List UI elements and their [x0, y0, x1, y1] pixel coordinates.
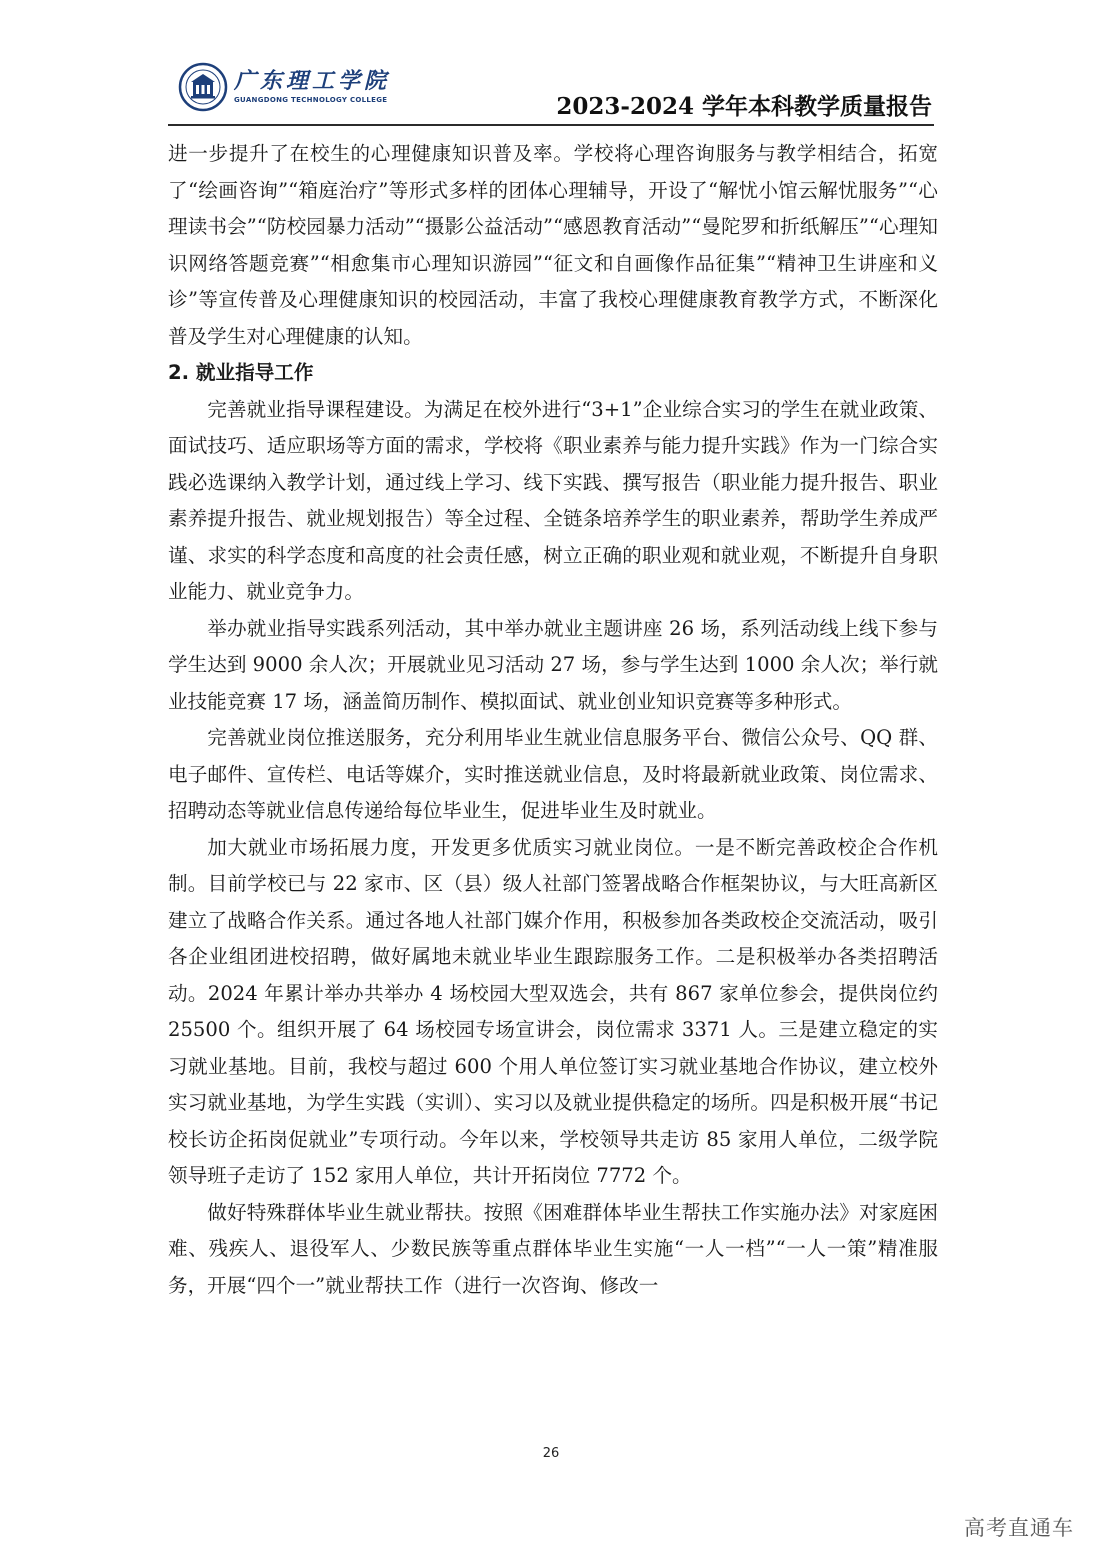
paragraph-market-expansion: 加大就业市场拓展力度，开发更多优质实习就业岗位。一是不断完善政校企合作机制。目前学校已与 22 家市、区（县）级人社部门签署战略合作框架协议，与大旺高新区建立了战略合作关系。通过各地人社部门媒介作用，积极参加各类政校企交流活动，吸引各企业组团进校招聘，做好属地未就业毕业生跟踪服务工作。二是积极举办各类招聘活动。2024 年累计举办共举办 4 场校园大型双选会，共有 867 家单位参会，提供岗位约 25500 个。组织开展了 64 场校园专场宣讲会，岗位需求 3371 人。三是建立稳定的实习就业基地。目前，我校与超过 600 个用人单位签订实习就业基地合作协议，建立校外实习就业基地，为学生实践（实训）、实习以及就业提供稳定的场所。四是积极开展“书记校长访企拓岗促就业”专项行动。今年以来，学校领导共走访 85 家用人单位，二级学院领导班子走访了 152 家用人单位，共计开拓岗位 7772 个。: [168, 835, 938, 1187]
intro-paragraph: 进一步提升了在校生的心理健康知识普及率。学校将心理咨询服务与教学相结合，拓宽了“绘画咨询”“箱庭治疗”等形式多样的团体心理辅导，开设了“解忧小馆云解忧服务”“心理读书会”“防校园暴力活动”“摄影公益活动”“感恩教育活动”“曼陀罗和折纸解压”“心理知识网络答题竞赛”“相愈集市心理知识游园”“征文和自画像作品征集”“精神卫生讲座和义诊”等宣传普及心理健康知识的校园活动，丰富了我校心理健康教育教学方式，不断深化普及学生对心理健康的认知。: [168, 142, 938, 348]
institution-name-cn: 广东理工学院: [234, 69, 391, 94]
watermark-text: 高考直通车: [964, 1516, 1074, 1540]
paragraph-course-construction: 完善就业指导课程建设。为满足在校外进行“3+1”企业综合实习的学生在就业政策、面试技巧、适应职场等方面的需求，学校将《职业素养与能力提升实践》作为一门综合实践必选课纳入教学计划，通过线上学习、线下实践、撰写报告（职业能力提升报告、职业素养提升报告、就业规划报告）等全过程、全链条培养学生的职业素养，帮助学生养成严谨、求实的科学态度和高度的社会责任感，树立正确的职业观和就业观，不断提升自身职业能力、就业竞争力。: [168, 397, 938, 603]
college-seal-icon: [178, 62, 228, 112]
report-title: 2023-2024 学年本科教学质量报告: [556, 93, 932, 120]
paragraph-practice-activities: 举办就业指导实践系列活动，其中举办就业主题讲座 26 场，系列活动线上线下参与学生达到 9000 余人次；开展就业见习活动 27 场，参与学生达到 1000 余人次；举行就业技能竞赛 17 场，涵盖简历制作、模拟面试、就业创业知识竞赛等多种形式。: [168, 616, 938, 713]
paragraph-special-groups: 做好特殊群体毕业生就业帮扶。按照《困难群体毕业生帮扶工作实施办法》对家庭困难、残疾人、退役军人、少数民族等重点群体毕业生实施“一人一档”“一人一策”精准服务，开展“四个一”就业帮扶工作（进行一次咨询、修改一: [168, 1200, 938, 1297]
document-body: [168, 136, 938, 1304]
section-heading: 2. 就业指导工作: [168, 361, 314, 384]
page-number: 26: [542, 1446, 560, 1461]
paragraph-job-push-service: 完善就业岗位推送服务，充分利用毕业生就业信息服务平台、微信公众号、QQ 群、电子邮件、宣传栏、电话等媒介，实时推送就业信息，及时将最新就业政策、岗位需求、招聘动态等就业信息传递给每位毕业生，促进毕业生及时就业。: [168, 726, 938, 822]
institution-name-en: GUANGDONG TECHNOLOGY COLLEGE: [234, 96, 388, 104]
page-header: [168, 58, 934, 126]
